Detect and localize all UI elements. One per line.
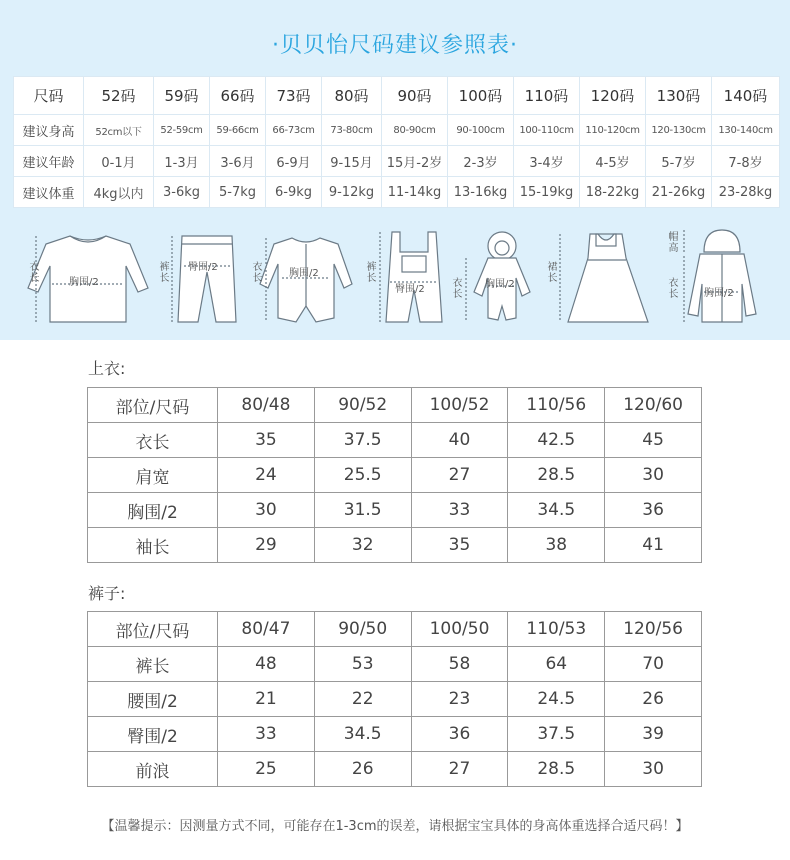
header-cell: 100/50 xyxy=(411,612,508,647)
shirt-chest-label: 胸围/2 xyxy=(69,277,99,288)
age-row xyxy=(14,146,780,177)
size-cell: 110码 xyxy=(514,77,580,115)
overalls-length-label: 裤长 xyxy=(366,262,377,284)
table-cell: 25 xyxy=(218,752,315,787)
table-cell: 37.5 xyxy=(508,717,605,752)
tops-section-title: 上衣: xyxy=(88,359,126,378)
row-label: 衣长 xyxy=(88,423,218,458)
value-cell: 1-3月 xyxy=(154,146,210,177)
value-cell: 2-3岁 xyxy=(448,146,514,177)
value-cell: 6-9kg xyxy=(266,177,322,208)
size-cell: 100码 xyxy=(448,77,514,115)
table-cell: 24.5 xyxy=(508,682,605,717)
table-cell: 25.5 xyxy=(314,458,411,493)
value-cell: 18-22kg xyxy=(580,177,646,208)
size-cell: 120码 xyxy=(580,77,646,115)
table-cell: 64 xyxy=(508,647,605,682)
pants-size-table xyxy=(87,611,702,787)
table-cell: 48 xyxy=(218,647,315,682)
row-label: 臀围/2 xyxy=(88,717,218,752)
tops-size-table xyxy=(87,387,702,563)
table-cell: 41 xyxy=(605,528,702,563)
pants-diagram-icon xyxy=(172,236,236,322)
table-row xyxy=(88,423,702,458)
value-cell: 7-8岁 xyxy=(712,146,780,177)
table-cell: 38 xyxy=(508,528,605,563)
table-row xyxy=(88,752,702,787)
value-cell: 6-9月 xyxy=(266,146,322,177)
value-cell: 73-80cm xyxy=(322,115,382,146)
table-cell: 58 xyxy=(411,647,508,682)
table-cell: 40 xyxy=(411,423,508,458)
shirt-length-label: 衣长 xyxy=(29,262,40,284)
table-header-row xyxy=(88,388,702,423)
height-row xyxy=(14,115,780,146)
row-label: 胸围/2 xyxy=(88,493,218,528)
measurement-tip: 【温馨提示：因测量方式不同，可能存在1-3cm的误差，请根据宝宝具体的身高体重选择合适尺码！】 xyxy=(101,819,689,834)
size-header-row xyxy=(14,77,780,115)
header-cell: 120/60 xyxy=(605,388,702,423)
table-row xyxy=(88,682,702,717)
row-label: 腰围/2 xyxy=(88,682,218,717)
size-cell: 59码 xyxy=(154,77,210,115)
page-title: ·贝贝怡尺码建议参照表· xyxy=(272,33,518,58)
table-cell: 27 xyxy=(411,458,508,493)
hooded-romper-diagram-icon xyxy=(466,232,530,320)
header-cell: 100/52 xyxy=(411,388,508,423)
value-cell: 80-90cm xyxy=(382,115,448,146)
table-cell: 32 xyxy=(314,528,411,563)
overalls-diagram-icon xyxy=(380,232,442,322)
hooded-romper-length-label: 衣长 xyxy=(452,278,463,300)
hoodie-diagram-icon xyxy=(684,230,756,322)
value-cell: 21-26kg xyxy=(646,177,712,208)
table-cell: 26 xyxy=(605,682,702,717)
table-header-row xyxy=(88,612,702,647)
value-cell: 5-7岁 xyxy=(646,146,712,177)
header-label: 尺码 xyxy=(14,77,84,115)
size-cell: 130码 xyxy=(646,77,712,115)
table-cell: 35 xyxy=(411,528,508,563)
header-cell: 80/47 xyxy=(218,612,315,647)
table-row xyxy=(88,528,702,563)
header-cell: 110/56 xyxy=(508,388,605,423)
weight-row xyxy=(14,177,780,208)
value-cell: 3-6月 xyxy=(210,146,266,177)
value-cell: 52-59cm xyxy=(154,115,210,146)
value-cell: 52cm以下 xyxy=(84,115,154,146)
table-cell: 37.5 xyxy=(314,423,411,458)
size-cell: 140码 xyxy=(712,77,780,115)
value-cell: 15-19kg xyxy=(514,177,580,208)
table-cell: 23 xyxy=(411,682,508,717)
value-cell: 13-16kg xyxy=(448,177,514,208)
size-cell: 73码 xyxy=(266,77,322,115)
value-cell: 3-6kg xyxy=(154,177,210,208)
table-cell: 30 xyxy=(605,752,702,787)
table-cell: 70 xyxy=(605,647,702,682)
value-cell: 59-66cm xyxy=(210,115,266,146)
value-cell: 0-1月 xyxy=(84,146,154,177)
row-label: 建议身高 xyxy=(14,115,84,146)
hoodie-chest-label: 胸围/2 xyxy=(704,288,734,299)
row-label: 肩宽 xyxy=(88,458,218,493)
table-cell: 22 xyxy=(314,682,411,717)
table-cell: 33 xyxy=(218,717,315,752)
dress-length-label: 裙长 xyxy=(547,262,558,284)
table-cell: 36 xyxy=(411,717,508,752)
value-cell: 5-7kg xyxy=(210,177,266,208)
table-cell: 33 xyxy=(411,493,508,528)
table-row xyxy=(88,458,702,493)
table-cell: 53 xyxy=(314,647,411,682)
value-cell: 4kg以内 xyxy=(84,177,154,208)
garment-diagrams xyxy=(0,222,790,332)
hoodie-length-label: 衣长 xyxy=(668,278,679,300)
value-cell: 120-130cm xyxy=(646,115,712,146)
table-cell: 42.5 xyxy=(508,423,605,458)
hoodie-hood-label: 帽高 xyxy=(668,232,679,254)
header-cell: 110/53 xyxy=(508,612,605,647)
table-cell: 30 xyxy=(605,458,702,493)
row-label: 建议年龄 xyxy=(14,146,84,177)
header-cell: 120/56 xyxy=(605,612,702,647)
row-label: 袖长 xyxy=(88,528,218,563)
table-cell: 28.5 xyxy=(508,752,605,787)
table-cell: 35 xyxy=(218,423,315,458)
table-cell: 24 xyxy=(218,458,315,493)
header-cell: 部位/尺码 xyxy=(88,388,218,423)
pants-hip-label: 臀围/2 xyxy=(188,262,218,273)
table-row xyxy=(88,717,702,752)
table-row xyxy=(88,493,702,528)
table-cell: 34.5 xyxy=(314,717,411,752)
value-cell: 130-140cm xyxy=(712,115,780,146)
row-label: 建议体重 xyxy=(14,177,84,208)
value-cell: 11-14kg xyxy=(382,177,448,208)
header-cell: 90/52 xyxy=(314,388,411,423)
value-cell: 9-15月 xyxy=(322,146,382,177)
table-cell: 31.5 xyxy=(314,493,411,528)
romper-chest-label: 胸围/2 xyxy=(289,268,319,279)
header-cell: 80/48 xyxy=(218,388,315,423)
table-cell: 34.5 xyxy=(508,493,605,528)
table-cell: 45 xyxy=(605,423,702,458)
value-cell: 3-4岁 xyxy=(514,146,580,177)
table-cell: 39 xyxy=(605,717,702,752)
value-cell: 100-110cm xyxy=(514,115,580,146)
value-cell: 15月-2岁 xyxy=(382,146,448,177)
table-cell: 27 xyxy=(411,752,508,787)
table-cell: 21 xyxy=(218,682,315,717)
row-label: 前浪 xyxy=(88,752,218,787)
pants-section-title: 裤子: xyxy=(88,584,126,603)
pants-length-label: 裤长 xyxy=(159,262,170,284)
size-cell: 52码 xyxy=(84,77,154,115)
hooded-romper-chest-label: 胸围/2 xyxy=(485,279,515,290)
value-cell: 23-28kg xyxy=(712,177,780,208)
romper-diagram-icon xyxy=(260,238,352,322)
table-cell: 30 xyxy=(218,493,315,528)
value-cell: 110-120cm xyxy=(580,115,646,146)
table-cell: 28.5 xyxy=(508,458,605,493)
size-reference-table xyxy=(13,76,780,208)
value-cell: 90-100cm xyxy=(448,115,514,146)
value-cell: 66-73cm xyxy=(266,115,322,146)
overalls-hip-label: 臀围/2 xyxy=(395,284,425,295)
romper-length-label: 衣长 xyxy=(252,262,263,284)
header-cell: 90/50 xyxy=(314,612,411,647)
table-row xyxy=(88,647,702,682)
size-cell: 80码 xyxy=(322,77,382,115)
size-cell: 90码 xyxy=(382,77,448,115)
table-cell: 29 xyxy=(218,528,315,563)
table-cell: 36 xyxy=(605,493,702,528)
size-cell: 66码 xyxy=(210,77,266,115)
header-cell: 部位/尺码 xyxy=(88,612,218,647)
table-cell: 26 xyxy=(314,752,411,787)
value-cell: 4-5岁 xyxy=(580,146,646,177)
size-guide-banner xyxy=(0,0,790,340)
row-label: 裤长 xyxy=(88,647,218,682)
value-cell: 9-12kg xyxy=(322,177,382,208)
dress-diagram-icon xyxy=(560,234,648,322)
